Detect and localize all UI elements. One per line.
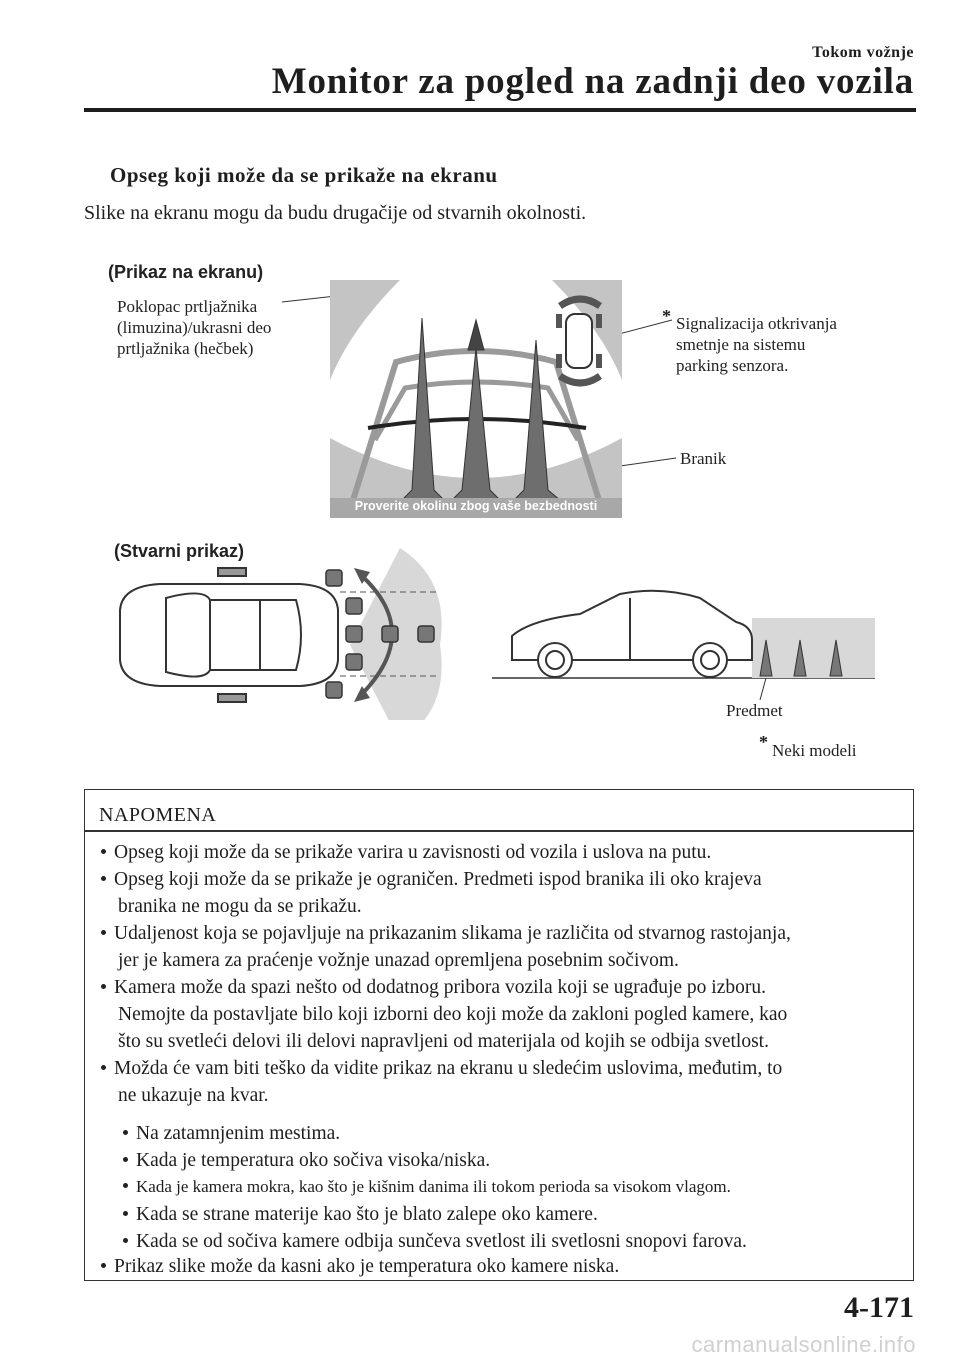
bullet-icon — [101, 876, 106, 881]
bullet-icon — [123, 1238, 128, 1243]
bullet-icon — [123, 1211, 128, 1216]
actual-view-label: (Stvarni prikaz) — [114, 541, 245, 561]
bullet-icon — [101, 1263, 106, 1268]
obstacle-icon — [346, 626, 362, 642]
intro-text: Slike na ekranu mogu da budu drugačije od stvarnih okolnosti. — [84, 202, 587, 224]
note-item-continued: jer je kamera za praćenje vožnje unazad opremljena posebnim sočivom. — [118, 950, 679, 971]
note-item-continued: branika ne mogu da se prikažu. — [118, 896, 362, 917]
note-item: Kamera može da spazi nešto od dodatnog pribora vozila koji se ugrađuje po izboru. — [101, 977, 766, 999]
note-item-continued: Nemojte da postavljate bilo koji izborni deo koji može da zakloni pogled kamere, kao — [118, 1004, 788, 1025]
sensor-segment — [596, 354, 602, 368]
sensor-segment — [556, 354, 562, 368]
leader-bumper — [620, 458, 676, 466]
note-subitem: Kada se strane materije kao što je blato zalepe oko kamere. — [123, 1204, 598, 1226]
car-side-view-icon — [512, 591, 752, 677]
footnote-some-models: Neki modeli — [772, 741, 857, 760]
watermark: carmanualsonline.info — [691, 1332, 916, 1357]
sensor-segment — [596, 314, 602, 328]
bullet-icon — [123, 1130, 128, 1135]
screen-caption: Proverite okolinu zbog vaše bezbednosti — [354, 499, 598, 513]
bullet-icon — [101, 984, 106, 989]
note-subitem: Na zatamnjenim mestima. — [123, 1123, 340, 1145]
subheading: Opseg koji može da se prikaže na ekranu — [110, 163, 498, 187]
obstacle-icon — [326, 570, 342, 586]
bullet-icon — [101, 930, 106, 935]
asterisk-icon: * — [662, 306, 671, 326]
callout-object: Predmet — [726, 701, 783, 720]
car-top-view-icon — [120, 568, 338, 702]
leader-object — [760, 678, 766, 700]
note-item: Opseg koji može da se prikaže varira u zavisnosti od vozila i uslova na putu. — [101, 842, 711, 864]
bullet-icon — [101, 1065, 106, 1070]
page-number: 4-171 — [844, 1291, 914, 1324]
note-subitem: Kada se od sočiva kamere odbija sunčeva svetlost ili svetlosni snopovi farova. — [123, 1231, 747, 1253]
note-subitem: Kada je temperatura oko sočiva visoka/niska. — [123, 1150, 490, 1172]
obstacle-icon — [346, 598, 362, 614]
bullet-icon — [123, 1183, 128, 1188]
note-title: NAPOMENA — [99, 804, 217, 826]
obstacle-icon — [346, 654, 362, 670]
bullet-icon — [101, 849, 106, 854]
section-label: Tokom vožnje — [812, 44, 914, 61]
bullet-icon — [123, 1157, 128, 1162]
callout-trunk-line-2: (limuzina)/ukrasni deo — [117, 318, 272, 337]
note-item: Udaljenost koja se pojavljuje na prikazanim slikama je različita od stvarnog rastojanja, — [101, 923, 791, 945]
obstacle-icon — [418, 626, 434, 642]
screen-view-diagram — [0, 270, 960, 530]
callout-trunk-line-3: prtljažnika (hečbek) — [117, 339, 254, 358]
note-box — [84, 789, 914, 1281]
callout-bumper: Branik — [680, 449, 727, 468]
note-item-continued: što su svetleći delovi ili delovi napravljeni od materijala od kojih se odbija svetlost. — [118, 1031, 769, 1052]
note-item: Prikaz slike može da kasni ako je temperatura oko kamere niska. — [101, 1256, 619, 1278]
car-icon — [566, 314, 592, 368]
callout-sensor-line-3: parking senzora. — [676, 356, 789, 375]
note-item: Možda će vam biti teško da vidite prikaz na ekranu u sledećim uslovima, međutim, to — [101, 1058, 782, 1080]
note-item: Opseg koji može da se prikaže je ograničen. Predmeti ispod branika ili oko krajeva — [101, 869, 762, 891]
actual-view-diagram — [100, 540, 880, 720]
note-divider — [85, 830, 913, 832]
note-subitem: Kada je kamera mokra, kao što je kišnim danima ili tokom perioda sa visokom vlagom. — [123, 1177, 731, 1197]
obstacle-icon — [382, 626, 398, 642]
header-rule — [84, 108, 916, 112]
asterisk-icon: * — [759, 732, 768, 752]
screen-view-label: (Prikaz na ekranu) — [108, 262, 264, 282]
sensor-segment — [556, 314, 562, 328]
page-title: Monitor za pogled na zadnji deo vozila — [271, 61, 914, 102]
note-item-continued: ne ukazuje na kvar. — [118, 1085, 269, 1106]
leader-trunk — [282, 296, 336, 302]
callout-sensor-line-1: Signalizacija otkrivanja — [676, 314, 837, 333]
callout-sensor-line-2: smetnje na sistemu — [676, 335, 806, 354]
callout-trunk-line-1: Poklopac prtljažnika — [117, 297, 258, 316]
obstacle-icon — [326, 682, 342, 698]
